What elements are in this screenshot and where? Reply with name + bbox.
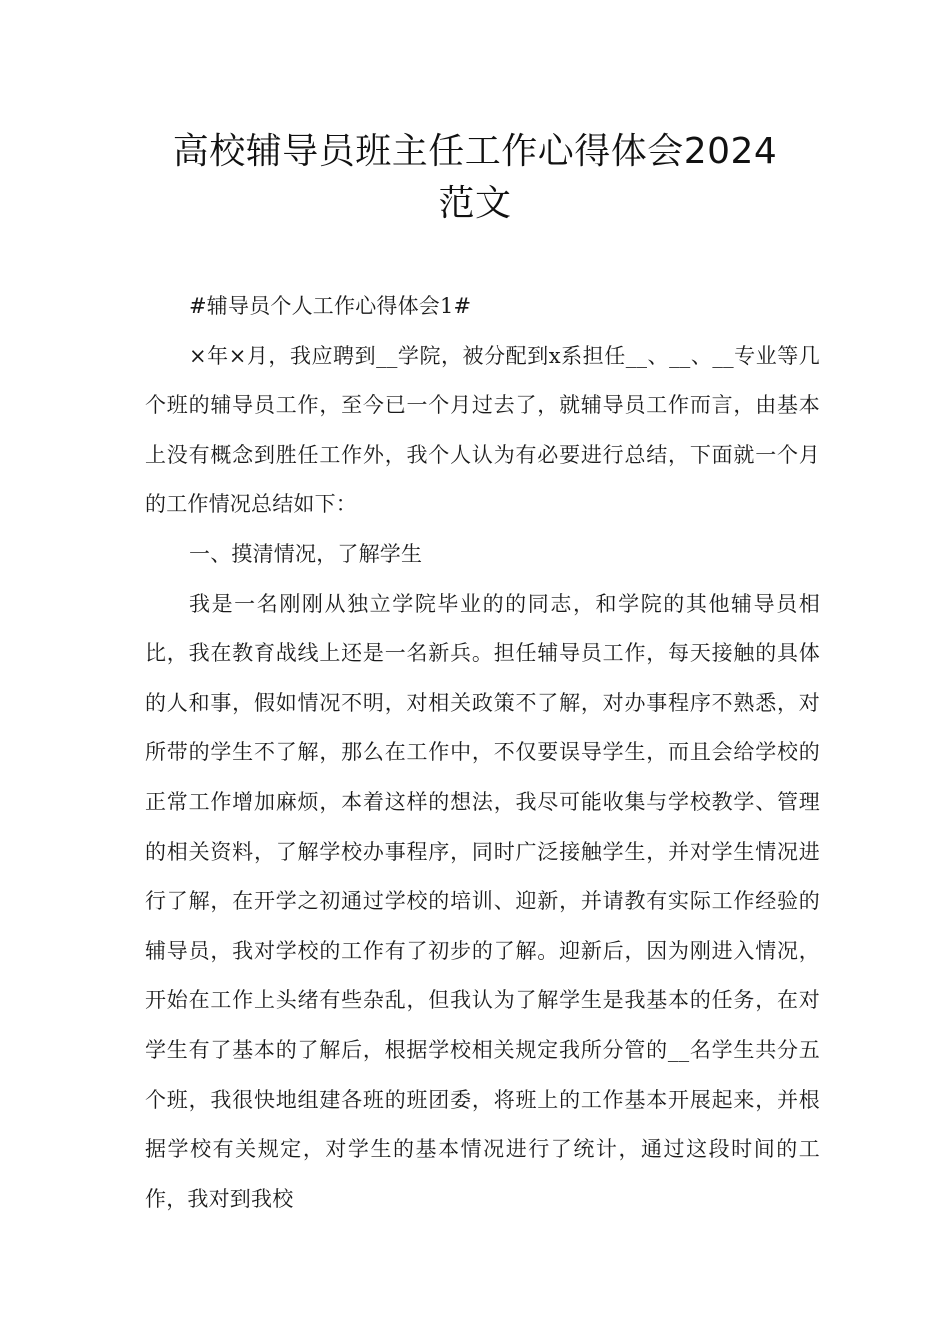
subheading-understand-students: 一、摸清情况，了解学生: [189, 541, 423, 566]
document-body: [145, 282, 820, 1224]
title-line-2: 范文: [438, 183, 512, 224]
paragraph-body: 我是一名刚刚从独立学院毕业的的同志，和学院的其他辅导员相比，我在教育战线上还是一名新兵。担任辅导员工作，每天接触的具体的人和事，假如情况不明，对相关政策不了解，对办事程序不熟悉，对所带的学生不了解，那么在工作中，不仅要误导学生，而且会给学校的正常工作增加麻烦，本着这样的想法，我尽可能收集与学校教学、管理的相关资料，了解学校办事程序，同时广泛接触学生，并对学生情况进行了解，在开学之初通过学校的培训、迎新，并请教有实际工作经验的辅导员，我对学校的工作有了初步的了解。迎新后，因为刚进入情况，开始在工作上头绪有些杂乱，但我认为了解学生是我基本的任务，在对学生有了基本的了解后，根据学校相关规定我所分管的__名学生共分五个班，我很快地组建各班的班团委，将班上的工作基本开展起来，并根据学校有关规定，对学生的基本情况进行了统计，通过这段时间的工作，我对到我校: [145, 591, 820, 1211]
section-heading: #辅导员个人工作心得体会1#: [189, 294, 472, 318]
title-line-1: 高校辅导员班主任工作心得体会2024: [172, 131, 778, 172]
document-title: [120, 126, 830, 230]
paragraph-intro: ×年×月，我应聘到__学院，被分配到x系担任__、__、__专业等几个班的辅导员工作，至今已一个月过去了，就辅导员工作而言，由基本上没有概念到胜任工作外，我个人认为有必要进行总结，下面就一个月的工作情况总结如下：: [145, 343, 820, 517]
